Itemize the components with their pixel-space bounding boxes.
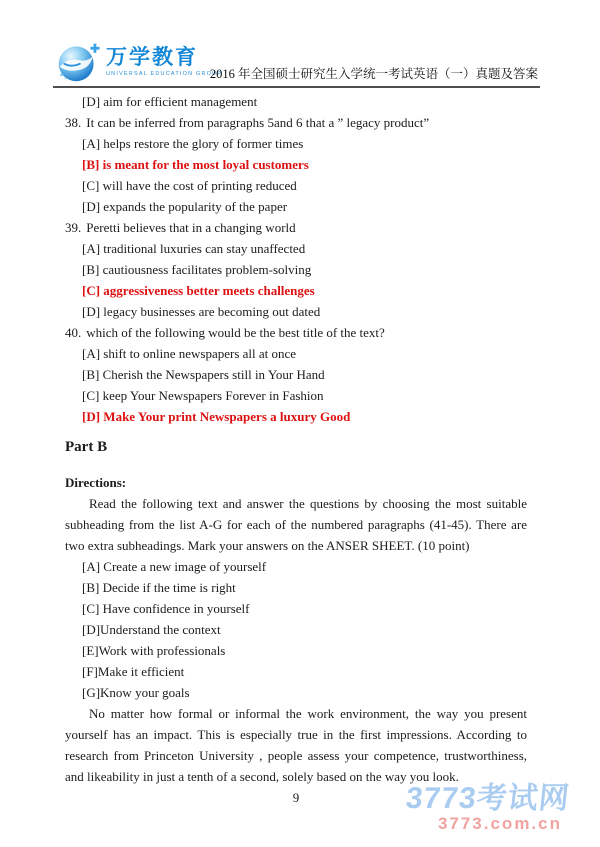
brand-name-en: UNIVERSAL EDUCATION GROUP bbox=[106, 71, 223, 77]
document-header-title: 2016 年全国硕士研究生入学统一考试英语（一）真题及答案 bbox=[209, 67, 538, 81]
question-39 bbox=[65, 217, 527, 322]
subheading-a: [A] Create a new image of yourself bbox=[82, 559, 267, 574]
question-stem bbox=[65, 112, 527, 133]
carryover-option: [D] aim for efficient management bbox=[82, 94, 258, 109]
part-b-heading: Part B bbox=[65, 439, 108, 455]
option-d: [D] expands the popularity of the paper bbox=[82, 199, 288, 214]
subheading-g: [G]Know your goals bbox=[82, 685, 190, 700]
question-stem bbox=[65, 217, 527, 238]
directions-text: Read the following text and answer the questions by choosing the most suitable subheading from the list A-G for each of the numbered paragraphs (41-45). There are two extra subheadings. Mark your answers on the ANSER SHEET. (10 point) bbox=[65, 496, 527, 553]
option-b: [B] cautiousness facilitates problem-solving bbox=[82, 262, 312, 277]
option-b: [B] Cherish the Newspapers still in Your Hand bbox=[82, 367, 325, 382]
watermark-site-url: 3773.com.cn bbox=[437, 814, 562, 833]
site-watermark bbox=[406, 782, 570, 834]
watermark-site-name: 3773考试网 bbox=[404, 782, 572, 815]
option-d: [D] legacy businesses are becoming out dated bbox=[82, 304, 321, 319]
option-b-correct: [B] is meant for the most loyal customers bbox=[82, 157, 309, 172]
question-38 bbox=[65, 112, 527, 217]
subheading-d: [D]Understand the context bbox=[82, 622, 221, 637]
question-number: 40. bbox=[65, 325, 82, 340]
question-40 bbox=[65, 322, 527, 427]
option-c-correct: [C] aggressiveness better meets challenges bbox=[82, 283, 315, 298]
page-number: 9 bbox=[292, 790, 300, 805]
document-body bbox=[65, 91, 527, 808]
question-text: which of the following would be the best title of the text? bbox=[86, 325, 385, 340]
question-text: Peretti believes that in a changing world bbox=[86, 220, 296, 235]
option-a: [A] traditional luxuries can stay unaffected bbox=[82, 241, 306, 256]
subheading-c: [C] Have confidence in yourself bbox=[82, 601, 250, 616]
body-paragraph: No matter how formal or informal the work environment, the way you present yourself has an impact. This is especially true in the first impressions. According to research from Princeton University , people assess your competence, trustworthiness, and likeability in just a tenth of a second, solely based on the way you look. bbox=[65, 706, 527, 784]
subheading-e: [E]Work with professionals bbox=[82, 643, 226, 658]
header-divider bbox=[53, 86, 540, 88]
subheading-b: [B] Decide if the time is right bbox=[82, 580, 236, 595]
option-c: [C] keep Your Newspapers Forever in Fashion bbox=[82, 388, 324, 403]
subheading-list bbox=[65, 556, 527, 703]
option-d-correct: [D] Make Your print Newspapers a luxury Good bbox=[82, 409, 351, 424]
brand-logo bbox=[56, 40, 222, 84]
option-a: [A] shift to online newspapers all at once bbox=[82, 346, 297, 361]
question-number: 39. bbox=[65, 220, 82, 235]
option-c: [C] will have the cost of printing reduced bbox=[82, 178, 297, 193]
globe-logo-icon bbox=[56, 40, 100, 84]
brand-name-cn: 万学教育 bbox=[106, 46, 198, 69]
option-a: [A] helps restore the glory of former times bbox=[82, 136, 304, 151]
subheading-f: [F]Make it efficient bbox=[82, 664, 185, 679]
question-text: It can be inferred from paragraphs 5and 6 that a ” legacy product” bbox=[86, 115, 430, 130]
question-number: 38. bbox=[65, 115, 82, 130]
directions-label: Directions: bbox=[65, 475, 127, 490]
question-stem bbox=[65, 322, 527, 343]
brand-text bbox=[106, 40, 222, 77]
